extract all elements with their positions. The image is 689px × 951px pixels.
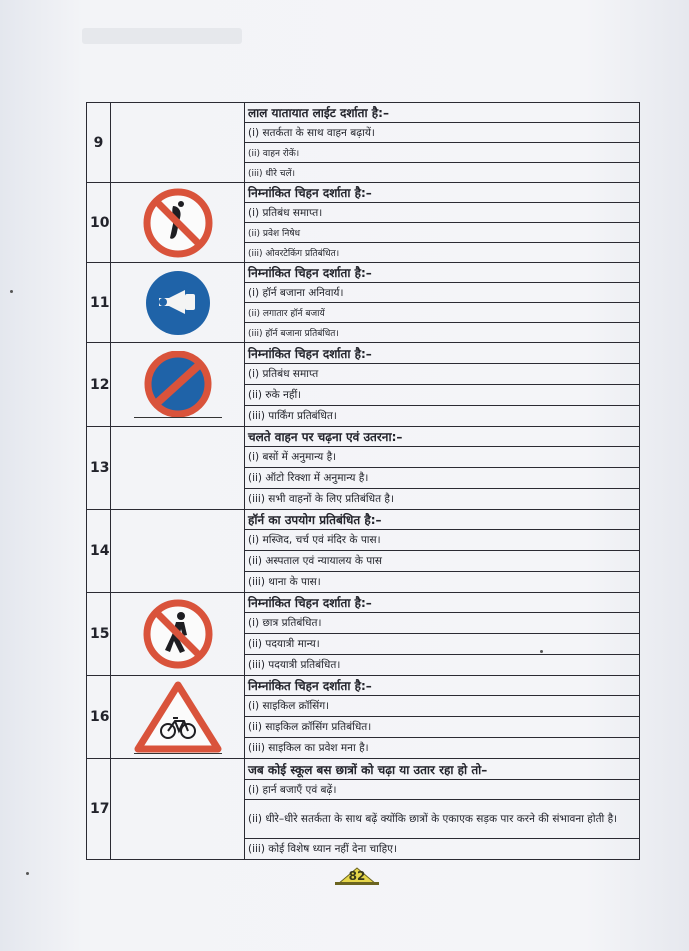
answer-option: (i) प्रतिबंध समाप्त (245, 364, 640, 385)
question-number: 14 (87, 510, 111, 593)
sign-cell-empty (111, 759, 245, 860)
answer-option: (ii) वाहन रोकें। (245, 143, 640, 163)
faint-header-bleed (82, 28, 242, 44)
sign-cell (111, 263, 245, 343)
answer-option: (i) बसों में अनुमान्य है। (245, 447, 640, 468)
answer-option: (ii) लगातार हॉर्न बजायें (245, 303, 640, 323)
answer-option: (iii) पार्किंग प्रतिबंधित। (245, 406, 640, 427)
cycle-crossing-sign-icon (134, 681, 222, 753)
scan-speck (10, 290, 13, 293)
answer-option: (iii) थाना के पास। (245, 572, 640, 593)
question-heading: लाल यातायात लाईट दर्शाता है:– (245, 103, 640, 123)
sign-cell-empty (111, 510, 245, 593)
sign-underline (134, 753, 222, 754)
scan-speck (540, 650, 543, 653)
answer-option: (i) साइकिल क्रॉसिंग। (245, 696, 640, 717)
page-number: 82 (348, 869, 366, 883)
sign-underline (134, 417, 222, 418)
sign-cell (111, 343, 245, 427)
question-heading: निम्नांकित चिहन दर्शाता है:– (245, 183, 640, 203)
answer-option: (ii) रुके नहीं। (245, 385, 640, 406)
question-heading: निम्नांकित चिहन दर्शाता है:– (245, 343, 640, 364)
answer-option: (ii) ऑटो रिक्शा में अनुमान्य है। (245, 468, 640, 489)
no-parking-sign-icon (143, 351, 213, 417)
answer-option: (ii) अस्पताल एवं न्यायालय के पास (245, 551, 640, 572)
answer-option: (i) हार्न बजाएँ एवं बढ़ें। (245, 780, 640, 800)
answer-option: (ii) पदयात्री मान्य। (245, 634, 640, 655)
answer-option: (iii) सभी वाहनों के लिए प्रतिबंधित है। (245, 489, 640, 510)
question-heading: निम्नांकित चिहन दर्शाता है:– (245, 263, 640, 283)
question-number: 16 (87, 676, 111, 759)
question-heading: हॉर्न का उपयोग प्रतिबंधित है:– (245, 510, 640, 530)
question-number: 9 (87, 103, 111, 183)
answer-option: (i) सतर्कता के साथ वाहन बढ़ायें। (245, 123, 640, 143)
question-number: 13 (87, 427, 111, 510)
answer-option: (iii) साइकिल का प्रवेश मना है। (245, 738, 640, 759)
answer-option: (ii) प्रवेश निषेध (245, 223, 640, 243)
answer-option: (iii) ओवरटेकिंग प्रतिबंधित। (245, 243, 640, 263)
answer-option: (ii) धीरे–धीरे सतर्कता के साथ बढ़ें क्योंकि छात्रों के एकाएक सड़क पार करने की संभावना होती है। (245, 800, 640, 839)
pedestrians-prohibited-sign-icon (143, 599, 213, 669)
question-heading: निम्नांकित चिहन दर्शाता है:– (245, 676, 640, 696)
compulsory-horn-sign-icon (143, 268, 213, 338)
sign-cell (111, 676, 245, 759)
no-overtaking-end-sign-icon (143, 188, 213, 258)
answer-option: (iii) कोई विशेष ध्यान नहीं देना चाहिए। (245, 839, 640, 860)
page-number-badge (332, 866, 382, 886)
answer-option: (iii) धीरे चलें। (245, 163, 640, 183)
answer-option: (i) मस्जिद, चर्च एवं मंदिर के पास। (245, 530, 640, 551)
answer-option: (iii) हॉर्न बजाना प्रतिबंधित। (245, 323, 640, 343)
answer-option: (i) हॉर्न बजाना अनिवार्य। (245, 283, 640, 303)
answer-option: (i) प्रतिबंध समाप्त। (245, 203, 640, 223)
question-heading: निम्नांकित चिहन दर्शाता है:– (245, 593, 640, 613)
question-row-9-heading (87, 103, 640, 123)
question-number: 17 (87, 759, 111, 860)
sign-cell-empty (111, 103, 245, 183)
question-heading: चलते वाहन पर चढ़ना एवं उतरना:– (245, 427, 640, 447)
question-heading: जब कोई स्कूल बस छात्रों को चढ़ा या उतार रहा हो तो– (245, 759, 640, 780)
question-number: 12 (87, 343, 111, 427)
question-number: 10 (87, 183, 111, 263)
answer-option: (ii) साइकिल क्रॉसिंग प्रतिबंधित। (245, 717, 640, 738)
answer-option: (i) छात्र प्रतिबंधित। (245, 613, 640, 634)
sign-cell (111, 183, 245, 263)
answer-option: (iii) पदयात्री प्रतिबंधित। (245, 655, 640, 676)
sign-cell (111, 593, 245, 676)
question-number: 11 (87, 263, 111, 343)
scan-speck (26, 872, 29, 875)
question-table (86, 102, 640, 860)
question-number: 15 (87, 593, 111, 676)
sign-cell-empty (111, 427, 245, 510)
